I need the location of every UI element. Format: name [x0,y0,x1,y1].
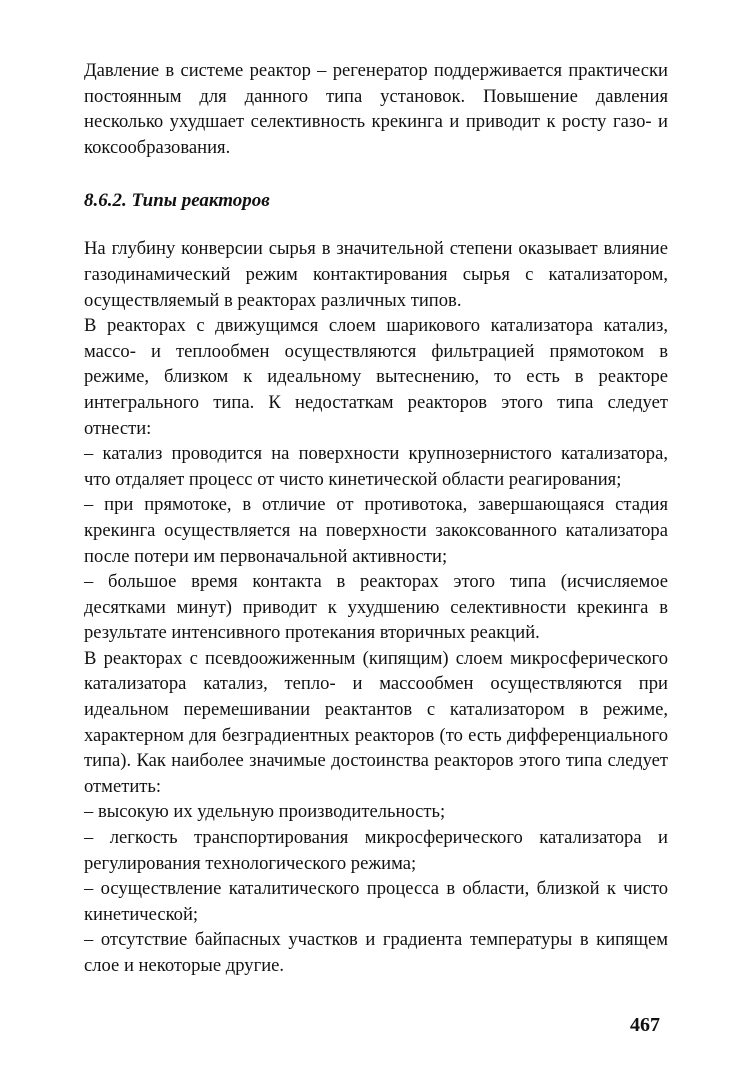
page-body [84,58,668,979]
list-item-1: – катализ проводится на поверхности крупнозернистого катализатора, что отдаляет процесс от чисто кинетической области реагирования; [84,443,668,490]
paragraph-2: В реакторах с движущимся слоем шарикового катализатора катализ, массо- и теплообмен осуществляются фильтрацией прямотоком в режиме, близком к идеальному вытеснению, то есть в реакторе интегрального типа. К недостаткам реакторов этого типа следует отнести: [84,315,668,439]
spacer [84,214,668,236]
list-item-2: – при прямотоке, в отличие от противотока, завершающаяся стадия крекинга осуществляется на поверхности закоксованного катализатора после потери им первоначальной активности; [84,494,668,567]
list-item-6: – осуществление каталитического процесса в области, близкой к чисто кинетической; [84,878,668,925]
list-item-7: – отсутствие байпасных участков и градиента температуры в кипящем слое и некоторые другие. [84,929,668,976]
paragraph-3: В реакторах с псевдоожиженным (кипящим) слоем микросферического катализатора катализ, тепло- и массообмен осуществляются при идеальном перемешивании реактантов с катализатором в режиме, характерном для безградиентных реакторов (то есть дифференциального типа). Как наиболее значимые достоинства реакторов этого типа следует отметить: [84,647,668,797]
page-number: 467 [630,1014,660,1036]
intro-paragraph: Давление в системе реактор – регенератор поддерживается практически постоянным для данного типа установок. Повышение давления несколько ухудшает селективность крекинга и приводит к росту газо- и коксообразования. [84,60,668,158]
list-item-5: – легкость транспортирования микросферического катализатора и регулирования технологического режима; [84,827,668,874]
paragraph-1: На глубину конверсии сырья в значительной степени оказывает влияние газодинамический режим контактирования сырья с катализатором, осуществляемый в реакторах различных типов. [84,238,668,311]
section-heading: 8.6.2. Типы реакторов [84,190,270,212]
spacer [84,160,668,188]
list-item-3: – большое время контакта в реакторах этого типа (исчисляемое десятками минут) приводит к ухудшению селективности крекинга в результате интенсивного протекания вторичных реакций. [84,571,668,644]
list-item-4: – высокую их удельную производительность; [84,801,446,823]
